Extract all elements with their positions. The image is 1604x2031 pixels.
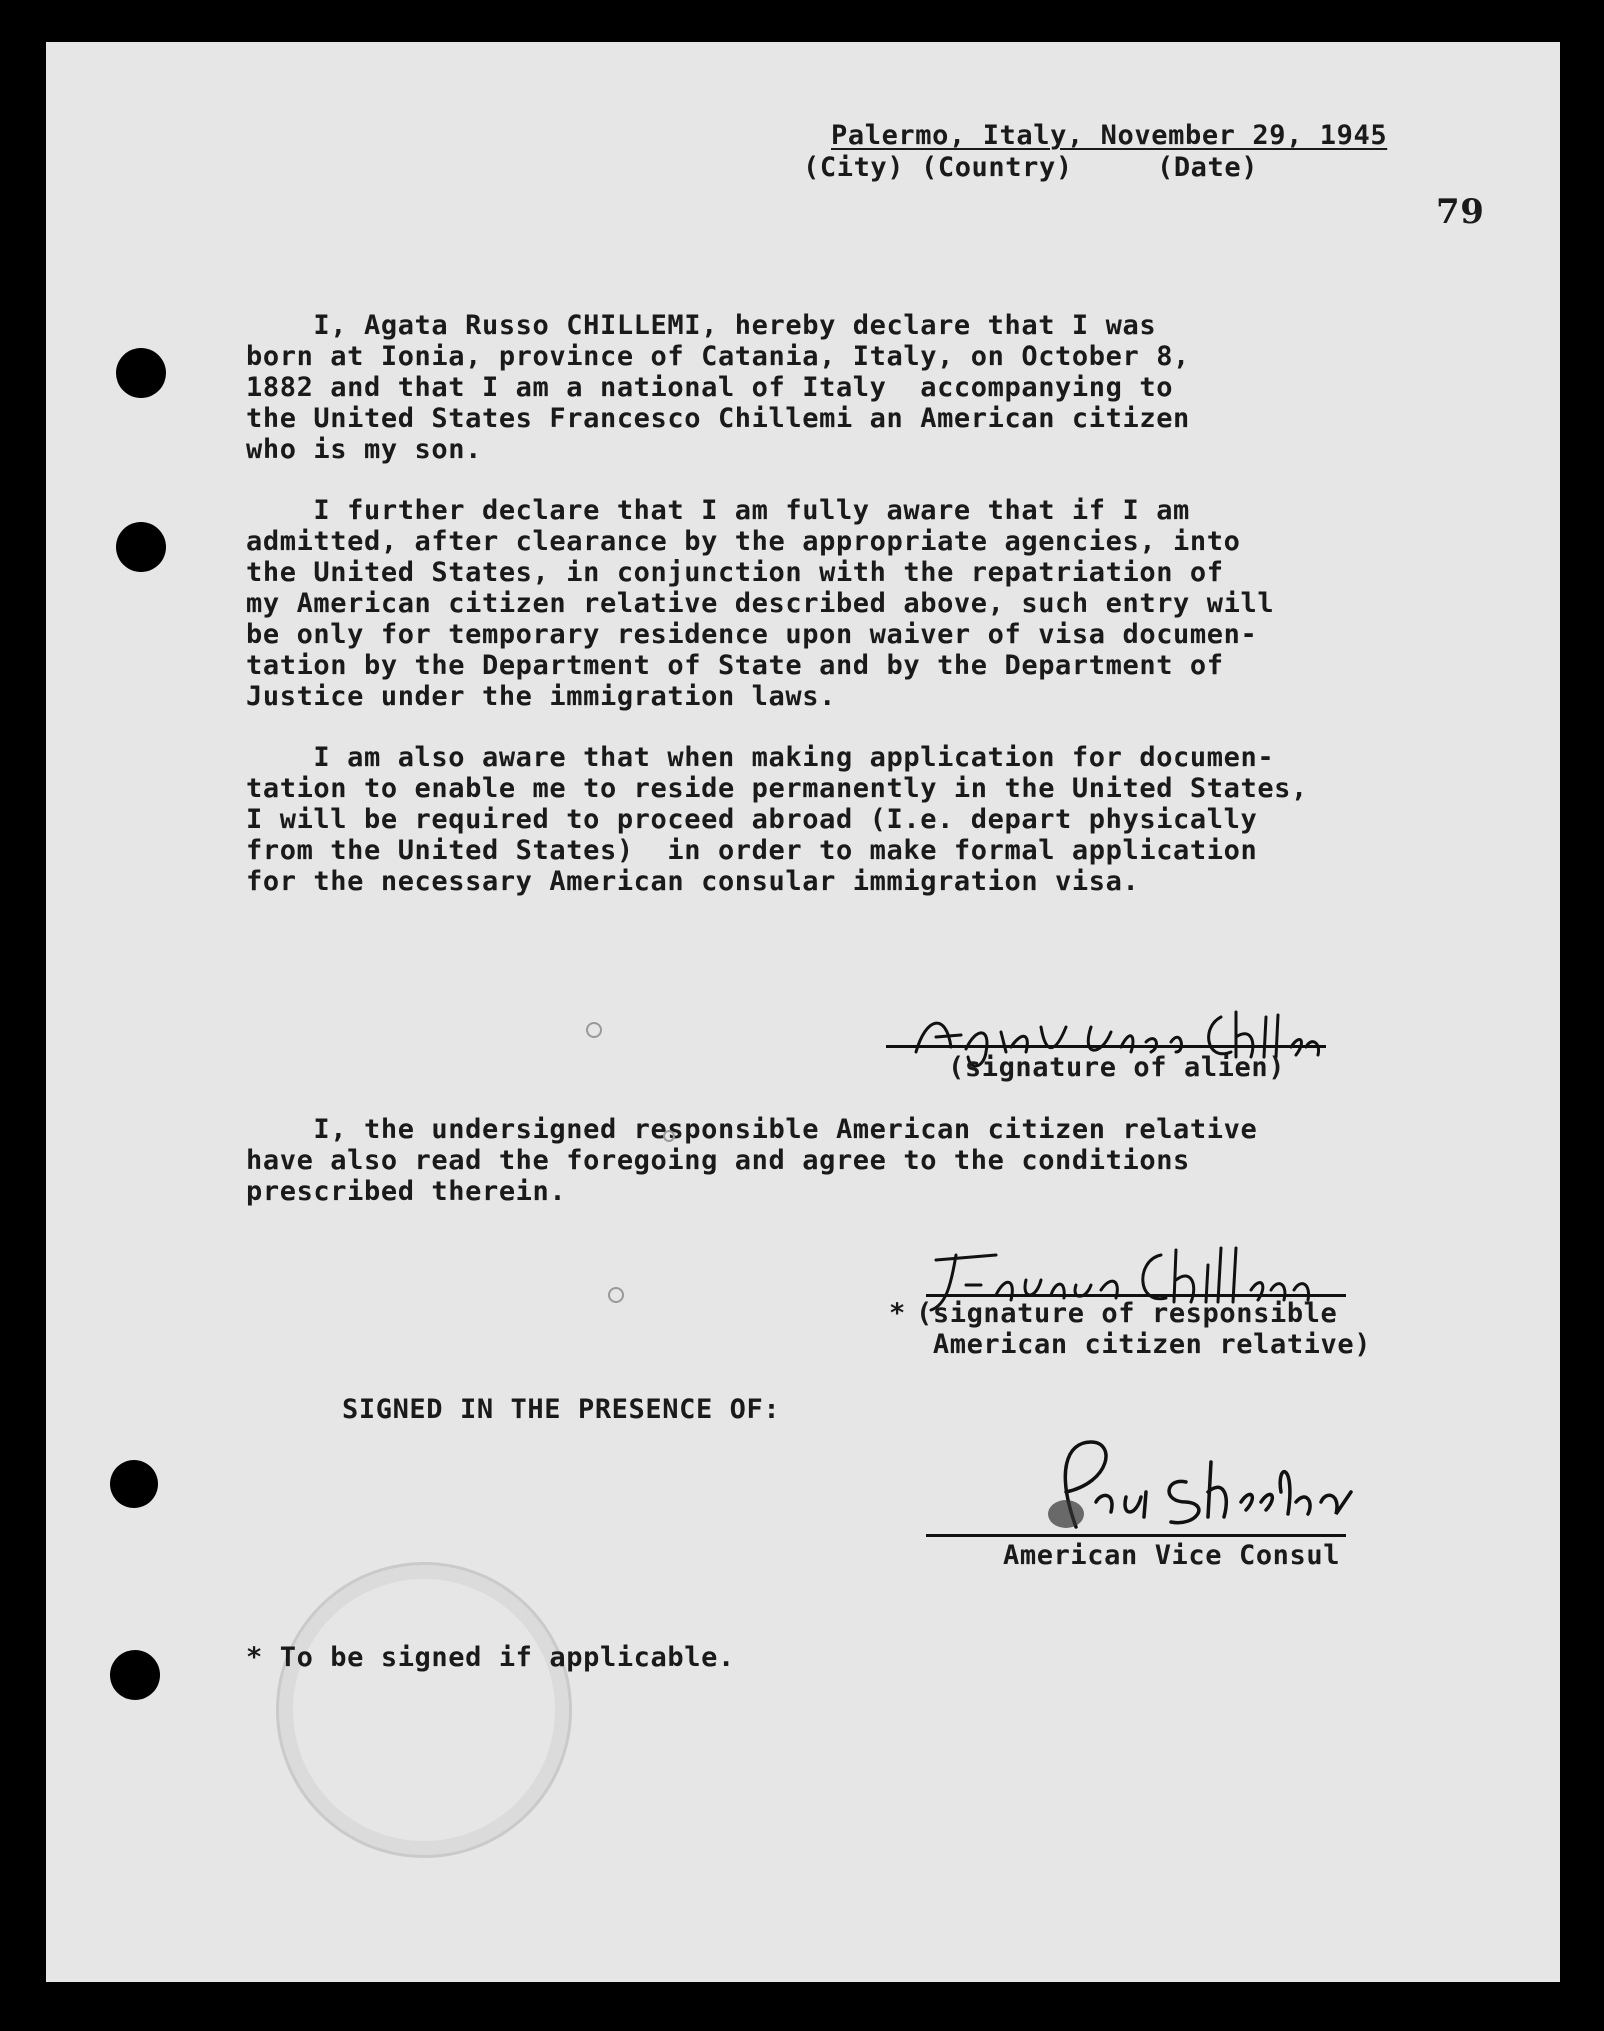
paragraph-line: tation to enable me to reside permanently in the United States, [246, 773, 1308, 804]
place-date-line: Palermo, Italy, November 29, 1945 [831, 120, 1388, 151]
page-number: 79 [1436, 192, 1485, 232]
relative-signature-line [926, 1294, 1346, 1297]
paragraph-line: I, Agata Russo CHILLEMI, hereby declare that I was [246, 310, 1157, 341]
place-date-legend: (City) (Country) (Date) [803, 152, 1259, 183]
paragraph-line: admitted, after clearance by the appropriate agencies, into [246, 526, 1241, 557]
declaration-paragraph-birth [246, 310, 1190, 465]
document-page [46, 42, 1560, 1982]
paper-speck [586, 1022, 602, 1038]
signed-in-presence-label: SIGNED IN THE PRESENCE OF: [342, 1394, 781, 1425]
alien-signature-line [886, 1045, 1326, 1048]
paragraph-line: the United States Francesco Chillemi an American citizen [246, 403, 1190, 434]
declaration-paragraph-residence [246, 742, 1308, 897]
paragraph-line: I am also aware that when making application for documen- [246, 742, 1275, 773]
paper-speck [663, 1130, 675, 1142]
consul-signature-caption: American Vice Consul [1003, 1540, 1341, 1571]
paragraph-line: I further declare that I am fully aware that if I am [246, 495, 1190, 526]
relative-signature-caption-line-2: American citizen relative) [916, 1329, 1372, 1360]
paragraph-line: prescribed therein. [246, 1176, 567, 1207]
paragraph-line: 1882 and that I am a national of Italy accompanying to [246, 372, 1174, 403]
paragraph-line: Justice under the immigration laws. [246, 681, 836, 712]
paragraph-line: my American citizen relative described above, such entry will [246, 588, 1275, 619]
paragraph-line: the United States, in conjunction with the repatriation of [246, 557, 1224, 588]
paragraph-line: be only for temporary residence upon waiver of visa documen- [246, 619, 1258, 650]
alien-signature-caption: (signature of alien) [948, 1052, 1286, 1083]
punch-hole [110, 1650, 160, 1700]
paragraph-line: for the necessary American consular immigration visa. [246, 866, 1140, 897]
paragraph-line: I, the undersigned responsible American citizen relative [246, 1114, 1258, 1145]
paragraph-line: have also read the foregoing and agree to the conditions [246, 1145, 1190, 1176]
paragraph-line: I will be required to proceed abroad (I.e. depart physically [246, 804, 1258, 835]
consul-signature-line [926, 1534, 1346, 1537]
paragraph-line: from the United States) in order to make formal application [246, 835, 1258, 866]
footnote: * To be signed if applicable. [246, 1642, 735, 1673]
consul-signature [996, 1432, 1376, 1542]
relative-signature-caption-line-1: (signature of responsible [916, 1298, 1338, 1329]
declaration-paragraph-admission [246, 495, 1274, 712]
paragraph-line: who is my son. [246, 434, 482, 465]
punch-hole [110, 1460, 158, 1508]
relative-agreement-paragraph [246, 1114, 1257, 1207]
paragraph-line: tation by the Department of State and by the Department of [246, 650, 1224, 681]
paper-speck [608, 1287, 624, 1303]
paragraph-line: born at Ionia, province of Catania, Italy, on October 8, [246, 341, 1190, 372]
punch-hole [116, 522, 166, 572]
punch-hole [116, 348, 166, 398]
relative-signature-marker: * [889, 1298, 906, 1329]
embossed-seal [276, 1562, 572, 1858]
